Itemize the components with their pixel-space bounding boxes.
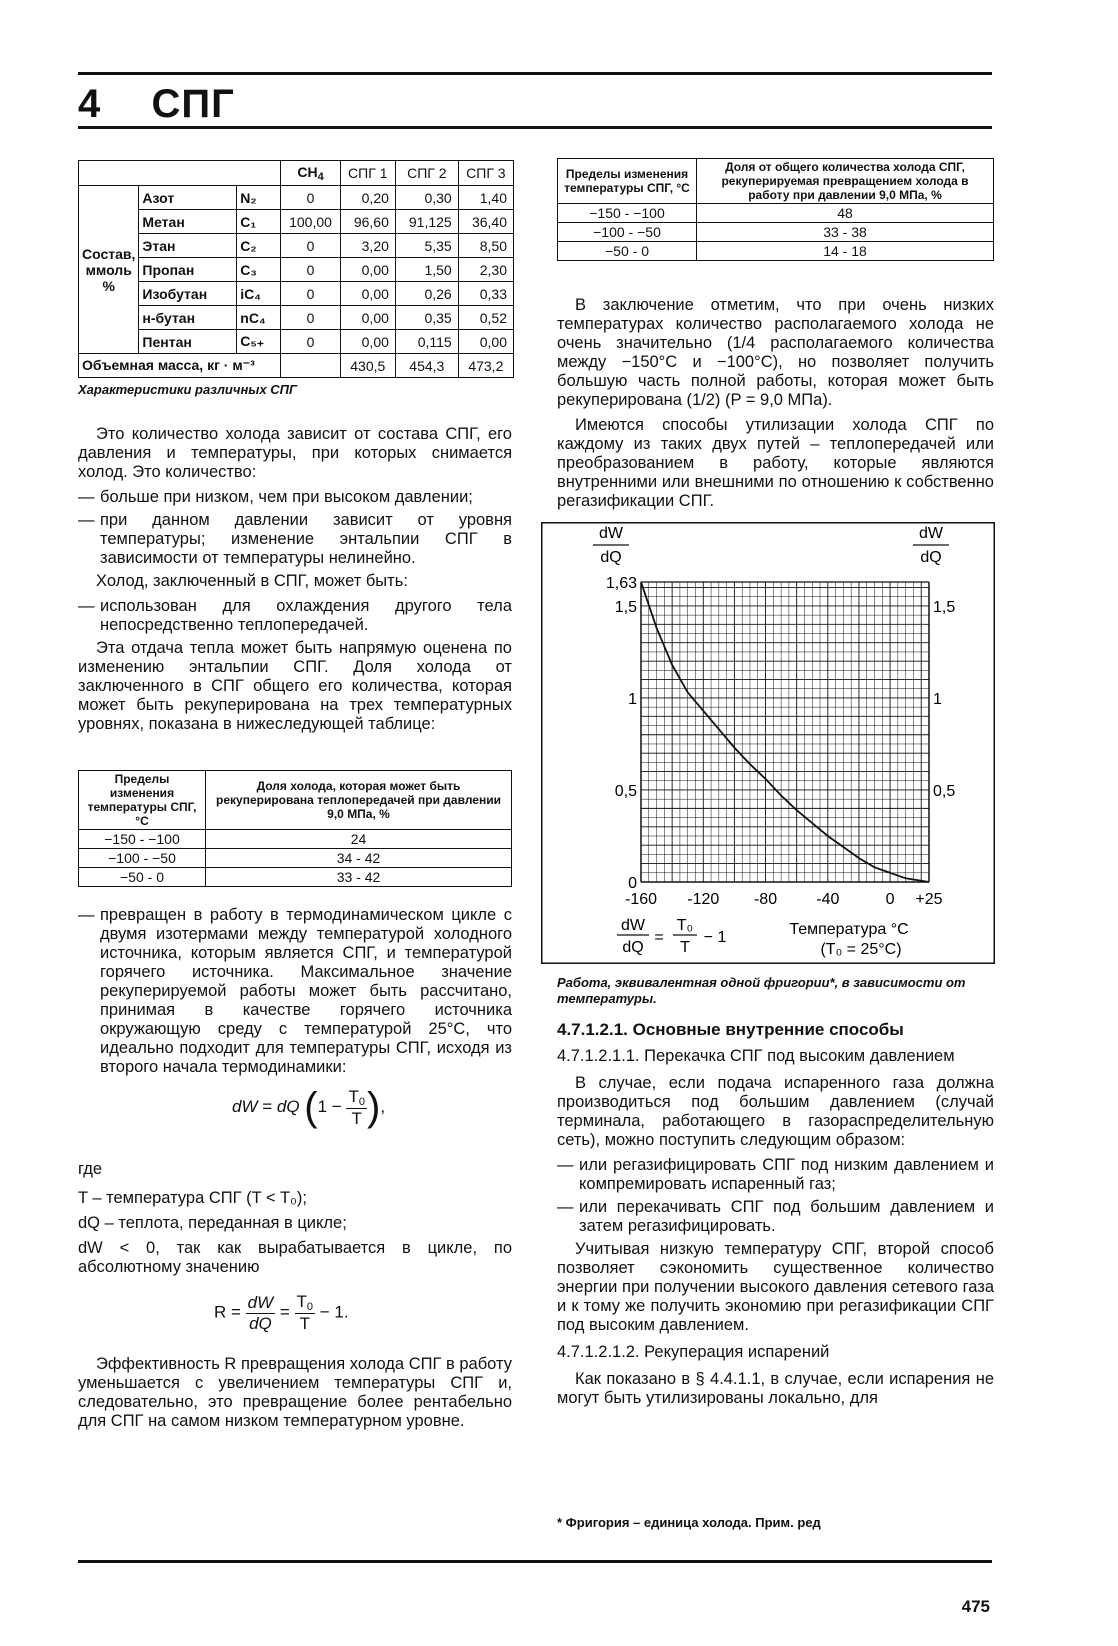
work-conversion-table	[557, 158, 994, 261]
cell: 96,60	[340, 210, 395, 234]
cell	[281, 354, 340, 378]
cell: 0	[281, 282, 340, 306]
cell: 0,26	[395, 282, 458, 306]
row-name: Этан	[139, 234, 237, 258]
figure-caption: Работа, эквивалентная одной фригории*, в зависимости от температуры.	[557, 975, 966, 1006]
cell: 1,40	[458, 186, 513, 210]
x-axis-label: Температура °C	[789, 921, 909, 938]
row-name: Пропан	[139, 258, 237, 282]
cell: 454,3	[395, 354, 458, 378]
bullet: — превращен в работу в термодинамическом цикле с двумя изотермами между температурой холодного источника, которым является СПГ, и температурой горячего источника. Максимальное значение рекуперируемой работы может быть рассчитано, принимая в качестве горячего источника окружающую среду с температурой 25°C, что идеально подходит для температуры СПГ, исходя из второго начала термодинамики:	[78, 906, 512, 1077]
x-tick-label: -160	[624, 891, 658, 908]
formula-t: T	[680, 939, 690, 956]
paragraph: Учитывая низкую температуру СПГ, второй способ позволяет сэкономить существенное количество энергии при получении высокого давления сетевого газа и к тому же получить экономию при регазификации СПГ под высоким давлением.	[557, 1240, 994, 1334]
bullet: — или перекачивать СПГ под большим давлением и затем регазифицировать.	[557, 1198, 994, 1236]
row-symbol: C₁	[237, 210, 281, 234]
cell: 0,00	[458, 330, 513, 354]
row-symbol: nC₄	[237, 306, 281, 330]
y-tick-label-right: 1	[933, 690, 942, 708]
cell: −50 - 0	[79, 868, 206, 887]
left-column-final	[78, 1355, 512, 1437]
lng-properties-table	[78, 160, 514, 378]
definitions	[78, 1160, 512, 1283]
series-line	[641, 582, 929, 882]
left-column-upper	[78, 425, 512, 740]
paragraph: Эффективность R превращения холода СПГ в работу уменьшается с увеличением температуры СПГ и, следовательно, это превращение более рентабельно для СПГ на самом низком температурном уровне.	[78, 1355, 512, 1430]
paragraph: Холод, заключенный в СПГ, может быть:	[96, 572, 408, 590]
formula-minus: − 1	[703, 929, 727, 946]
paragraph: Как показано в § 4.4.1.1, в случае, если испарения не могут быть утилизированы локально, для	[557, 1370, 994, 1407]
cell: 0	[281, 258, 340, 282]
cell: 0	[281, 306, 340, 330]
col-header: Пределы изменения температуры СПГ, °C	[558, 159, 697, 204]
cell: −150 - −100	[79, 830, 206, 849]
row-name: Изобутан	[139, 282, 237, 306]
y-tick-label-right: 0,5	[933, 782, 956, 800]
row-name: Азот	[139, 186, 237, 210]
heading-4-7-1-2-1-2: 4.7.1.2.1.2. Рекуперация испарений	[557, 1343, 830, 1361]
cell: 0,00	[340, 258, 395, 282]
cell: 1,50	[395, 258, 458, 282]
cell: 0,52	[458, 306, 513, 330]
cell: 473,2	[458, 354, 513, 378]
chapter-number: 4	[78, 82, 102, 126]
cell: 0	[281, 234, 340, 258]
x-tick-label: -80	[753, 891, 778, 908]
right-column-lower	[557, 1020, 994, 1414]
col-header: Пределы изменения температуры СПГ, °C	[79, 771, 206, 830]
work-chart	[541, 522, 995, 964]
cell: 0,20	[340, 186, 395, 210]
y-tick-label-left: 0	[628, 875, 637, 892]
cell: 5,35	[395, 234, 458, 258]
ylabel-right-num: dW	[919, 525, 943, 542]
composition-label: Состав, ммоль %	[79, 186, 139, 354]
table1-caption: Характеристики различных СПГ	[78, 382, 297, 397]
formula-dw: dW	[621, 917, 645, 934]
x-tick-label: -40	[816, 891, 840, 908]
x-tick-label: -120	[687, 891, 720, 908]
ylabel-right-den: dQ	[920, 549, 942, 566]
bullet: — больше при низком, чем при высоком давлении;	[78, 488, 512, 507]
top-rule	[78, 72, 992, 75]
cell: −100 - −50	[79, 849, 206, 868]
cell: 0,33	[458, 282, 513, 306]
cell: 0,35	[395, 306, 458, 330]
x-axis-note: (T₀ = 25°C)	[820, 941, 902, 958]
cell: 0	[281, 186, 340, 210]
cell: 0,115	[395, 330, 458, 354]
cell: 33 - 38	[697, 223, 994, 242]
row-symbol: C₃	[237, 258, 281, 282]
y-tick-label-left: 1,63	[605, 575, 637, 592]
equation-efficiency: R = $\frac{dW}{dQ}$ = $\frac{T_0}{T}$ − 1.	[214, 1292, 349, 1333]
row-name: Пентан	[139, 330, 237, 354]
col-header-lng3: СПГ 3	[458, 161, 513, 186]
def-T: T – температура СПГ (T < T₀);	[78, 1189, 307, 1207]
row-symbol: iC₄	[237, 282, 281, 306]
where: где	[78, 1160, 103, 1178]
right-column-upper	[557, 296, 994, 517]
cell: −50 - 0	[558, 242, 697, 261]
cell: 36,40	[458, 210, 513, 234]
heading-4-7-1-2-1: 4.7.1.2.1. Основные внутренние способы	[557, 1020, 904, 1039]
col-header-lng1: СПГ 1	[340, 161, 395, 186]
paragraph: Имеются способы утилизации холода СПГ по каждому из таких двух путей – теплопередачей или преобразованием в работу, которые являются внутренними или внешними по отношению к собственно регазификации СПГ.	[557, 416, 994, 510]
cell: 0,00	[340, 330, 395, 354]
row-symbol: C₅₊	[237, 330, 281, 354]
def-dQ: dQ – теплота, переданная в цикле;	[78, 1214, 347, 1232]
row-name: н-бутан	[139, 306, 237, 330]
col-header-ch4: $CH_4$	[281, 161, 340, 186]
y-tick-label-left: 1,5	[614, 598, 637, 616]
cell: 100,00	[281, 210, 340, 234]
cell: 14 - 18	[697, 242, 994, 261]
cell: 0,00	[340, 282, 395, 306]
formula-dq: dQ	[622, 939, 644, 956]
cell: 33 - 42	[206, 868, 512, 887]
cell: 24	[206, 830, 512, 849]
cell: 2,30	[458, 258, 513, 282]
density-label: Объемная масса, кг · м⁻³	[79, 354, 281, 378]
formula-t0: T₀	[676, 917, 694, 934]
chapter-title: СПГ	[151, 82, 235, 126]
cell: 3,20	[340, 234, 395, 258]
chapter-header	[78, 82, 235, 127]
y-tick-label-left: 0,5	[614, 782, 637, 800]
col-header: Доля холода, которая может быть рекуперирована теплопередачей при давлении 9,0 МПа, %	[206, 771, 512, 830]
cell: 48	[697, 204, 994, 223]
cell: 0,30	[395, 186, 458, 210]
def-dW: dW < 0, так как вырабатывается в цикле, по абсолютному значению	[78, 1239, 512, 1276]
left-column-lower	[78, 906, 512, 1081]
bottom-rule	[78, 1560, 992, 1563]
equation-work: dW = dQ (1 − $\frac{T_0}{T}$ ),	[232, 1085, 386, 1129]
header-rule	[78, 126, 992, 129]
cell: −150 - −100	[558, 204, 697, 223]
bullet: — или регазифицировать СПГ под низким давлением и компремировать испаренный газ;	[557, 1156, 994, 1194]
paragraph: Эта отдача тепла может быть напрямую оценена по изменению энтальпии СПГ. Доля холода от заключенного в СПГ общего его количества, которая может быть рекуперирована на трех температурных уровнях, показана в нижеследующей таблице:	[78, 639, 512, 733]
cell: 430,5	[340, 354, 395, 378]
x-tick-label: +25	[915, 891, 943, 908]
cell: −100 - −50	[558, 223, 697, 242]
y-tick-label-right: 1,5	[933, 598, 956, 616]
cell: 34 - 42	[206, 849, 512, 868]
paragraph: В случае, если подача испаренного газа должна производиться под большим давлением (случай терминала, работающего в газораспределительную сеть), можно поступить следующим образом:	[557, 1074, 994, 1149]
row-symbol: N₂	[237, 186, 281, 210]
ylabel-left-num: dW	[599, 525, 623, 542]
bullet: — при данном давлении зависит от уровня температуры; изменение энтальпии СПГ в зависимости от температуры нелинейно.	[78, 511, 512, 568]
heat-transfer-table	[78, 770, 512, 887]
cell: 8,50	[458, 234, 513, 258]
x-tick-label: 0	[885, 891, 895, 908]
paragraph: Это количество холода зависит от состава СПГ, его давления и температуры, при которых снимается холод. Это количество:	[78, 425, 512, 481]
paragraph: В заключение отметим, что при очень низких температурах количество располагаемого холода не очень значительно (1/4 располагаемого количества между −150°C и −100°C), но позволяет получить большую часть полной работы, которая может быть рекуперирована (1/2) (P = 9,0 МПа).	[557, 296, 994, 409]
ylabel-left-den: dQ	[600, 549, 622, 566]
cell: 91,125	[395, 210, 458, 234]
col-header-lng2: СПГ 2	[395, 161, 458, 186]
y-tick-label-left: 1	[628, 690, 637, 708]
cell: 0,00	[340, 306, 395, 330]
row-symbol: C₂	[237, 234, 281, 258]
heading-4-7-1-2-1-1: 4.7.1.2.1.1. Перекачка СПГ под высоким давлением	[557, 1047, 955, 1065]
page-number: 475	[961, 1597, 990, 1616]
footnote: * Фригория – единица холода. Прим. ред	[557, 1515, 821, 1530]
row-name: Метан	[139, 210, 237, 234]
formula-eq: =	[654, 929, 664, 946]
bullet: — использован для охлаждения другого тела непосредственно теплопередачей.	[78, 597, 512, 635]
col-header: Доля от общего количества холода СПГ, рекуперируемая превращением холода в работу при давлении 9,0 МПа, %	[697, 159, 994, 204]
cell: 0	[281, 330, 340, 354]
chart-svg	[541, 522, 995, 964]
